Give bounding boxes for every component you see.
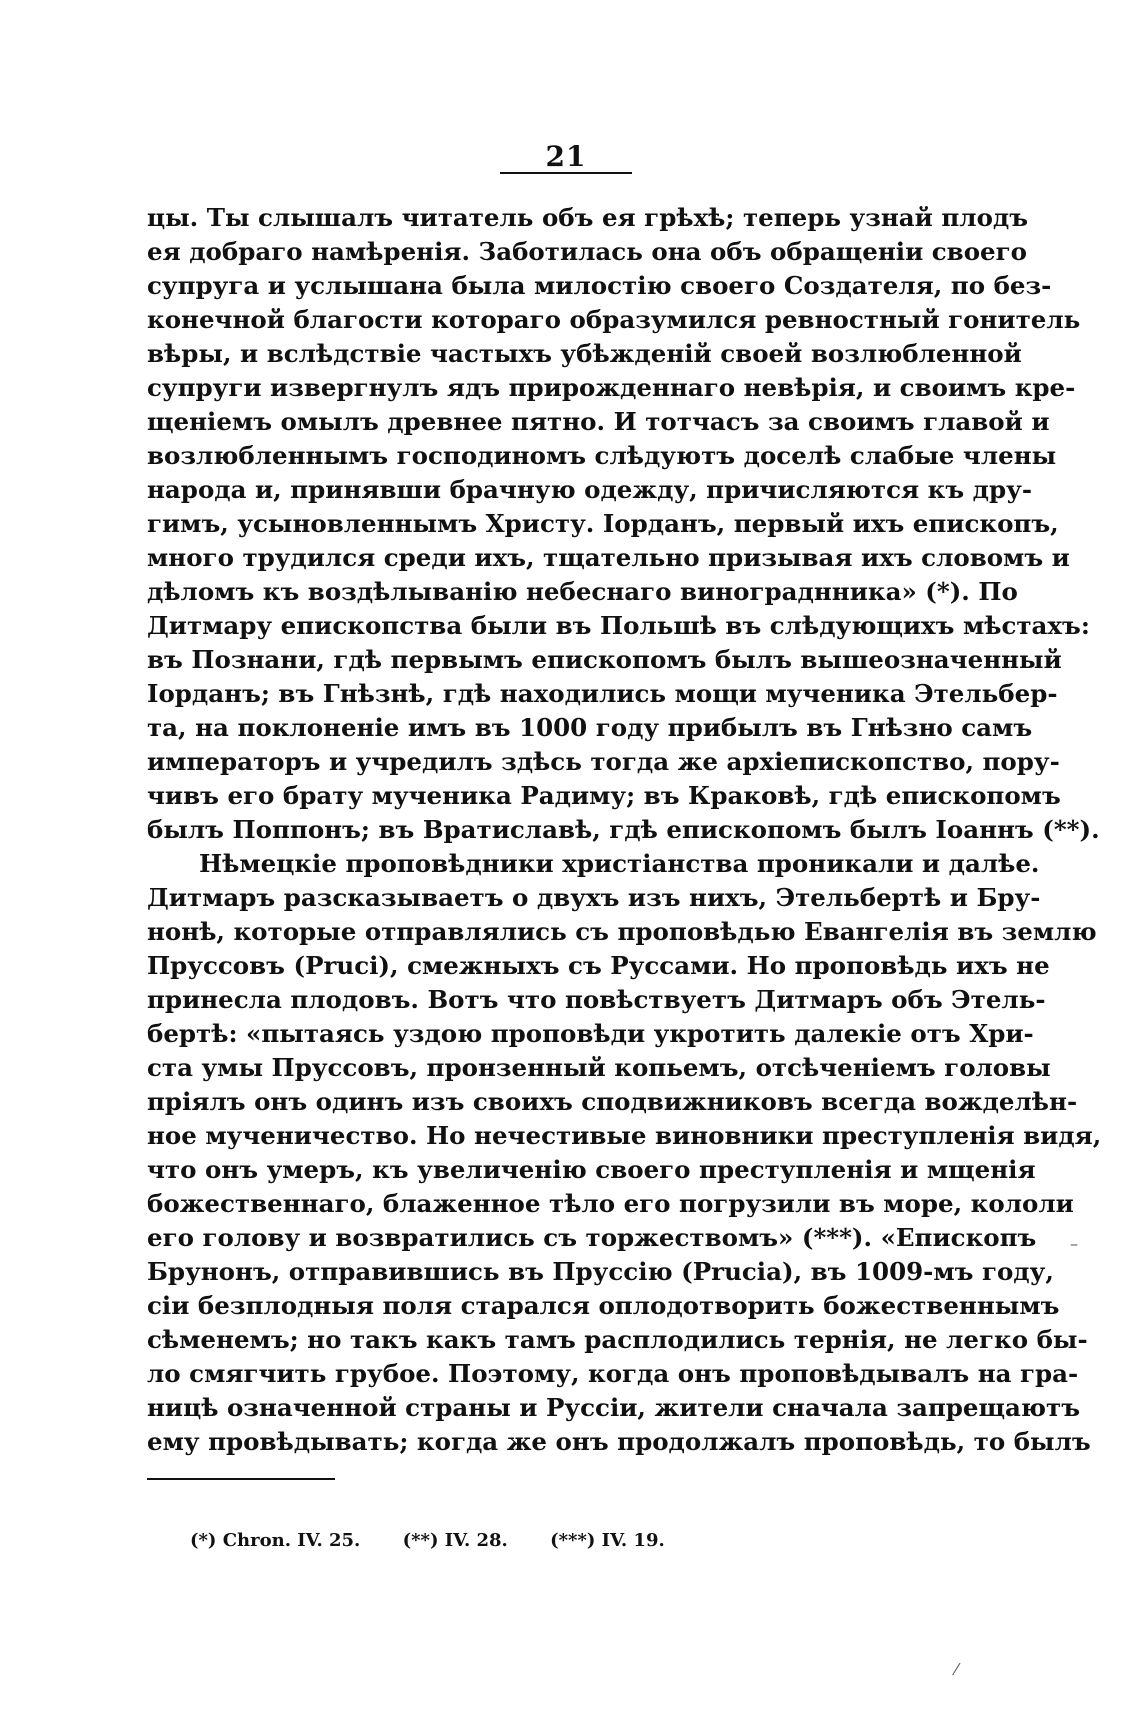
text-line: въ Познани, гдѣ первымъ епископомъ былъ вышеозначенный (147, 645, 1062, 674)
text-line: императоръ и учредилъ здѣсь тогда же архіепископство, пору- (147, 747, 1060, 776)
text-line: ста умы Пруссовъ, пронзенный копьемъ, отсѣченіемъ головы (147, 1053, 1051, 1082)
text-line: принесла плодовъ. Вотъ что повѣствуетъ Дитмаръ объ Этель- (147, 985, 1046, 1014)
text-line: ло смягчить грубое. Поэтому, когда онъ проповѣдывалъ на гра- (147, 1359, 1079, 1388)
text-line: гимъ, усыновленнымъ Христу. Іорданъ, первый ихъ епископъ, (147, 509, 1059, 538)
text-line: его голову и возвратились съ торжествомъ» (***). «Епископъ (147, 1223, 1037, 1252)
text-line: ницѣ означенной страны и Руссіи, жители сначала запрещаютъ (147, 1393, 1080, 1422)
text-line: та, на поклоненіе имъ въ 1000 году прибылъ въ Гнѣзно самъ (147, 713, 1033, 742)
text-line: чивъ его брату мученика Радиму; въ Краковѣ, гдѣ епископомъ (147, 781, 1061, 810)
footnote-rule (147, 1478, 335, 1480)
footnote: (**) IV. 28. (402, 1530, 508, 1551)
text-line: пріялъ онъ одинъ изъ своихъ сподвижниковъ всегда вожделѣн- (147, 1087, 1078, 1116)
margin-mark: ⁄ (955, 1660, 958, 1679)
text-line: Дитмару епископства были въ Польшѣ въ слѣдующихъ мѣстахъ: (147, 611, 1090, 640)
paragraph-start-line: Нѣмецкіе проповѣдники христіанства проникали и далѣе. (199, 849, 1040, 878)
text-line: возлюбленнымъ господиномъ слѣдуютъ доселѣ слабые члены (147, 441, 1057, 470)
footnote: (***) IV. 19. (550, 1530, 665, 1551)
text-line: цы. Ты слышалъ читатель объ ея грѣхѣ; теперь узнай плодъ (147, 203, 1029, 232)
text-line: Пруссовъ (Prucі), смежныхъ съ Руссами. Но проповѣдь ихъ не (147, 951, 1050, 980)
text-line: щеніемъ омылъ древнее пятно. И тотчасъ за своимъ главой и (147, 407, 1050, 436)
text-line: вѣры, и вслѣдствіе частыхъ убѣжденій своей возлюбленной (147, 339, 1022, 368)
text-line: Брунонъ, отправившись въ Пруссію (Prucia), въ 1009-мъ году, (147, 1257, 1054, 1286)
text-line: божественнаго, блаженное тѣло его погрузили въ море, кололи (147, 1189, 1074, 1218)
text-line: ное мученичество. Но нечестивые виновники преступленія видя, (147, 1121, 1102, 1150)
text-line: Дитмаръ разсказываетъ о двухъ изъ нихъ, Этельбертѣ и Бру- (147, 883, 1041, 912)
text-line: Іорданъ; въ Гнѣзнѣ, гдѣ находились мощи мученика Этельбер- (147, 679, 1058, 708)
text-line: ему провѣдывать; когда же онъ продолжалъ проповѣдь, то былъ (147, 1427, 1091, 1456)
text-line: былъ Поппонъ; въ Вратиславѣ, гдѣ епископомъ былъ Іоаннъ (**). (147, 815, 1100, 844)
text-line: что онъ умеръ, къ увеличенію своего преступленія и мщенія (147, 1155, 1036, 1184)
text-line: ея добраго намѣренія. Заботилась она объ обращеніи своего (147, 237, 1027, 266)
margin-mark: – (1070, 1234, 1078, 1253)
footnote: (*) Chron. IV. 25. (190, 1530, 361, 1551)
text-line: дѣломъ къ воздѣлыванію небеснаго винограднника» (*). По (147, 577, 1018, 606)
footnotes (190, 1530, 701, 1551)
text-line: сіи безплодныя поля старался оплодотворить божественнымъ (147, 1291, 1060, 1320)
body-text (147, 201, 1102, 1459)
text-line: народа и, принявши брачную одежду, причисляются къ дру- (147, 475, 1032, 504)
text-line: бертѣ: «пытаясь уздою проповѣди укротить далекіе отъ Хри- (147, 1019, 1034, 1048)
text-line: супруга и услышана была милостію своего Создателя, по без- (147, 271, 1052, 300)
text-line: конечной благости котораго образумился ревностный гонитель (147, 305, 1081, 334)
page-number: 21 (545, 140, 587, 173)
text-line: сѣменемъ; но такъ какъ тамъ расплодились тернія, не легко бы- (147, 1325, 1088, 1354)
text-line: много трудился среди ихъ, тщательно призывая ихъ словомъ и (147, 543, 1070, 572)
text-line: нонѣ, которые отправлялись съ проповѣдью Евангелія въ землю (147, 917, 1097, 946)
header-rule (500, 172, 632, 174)
text-line: супруги извергнулъ ядъ прирожденнаго невѣрія, и своимъ кре- (147, 373, 1076, 402)
